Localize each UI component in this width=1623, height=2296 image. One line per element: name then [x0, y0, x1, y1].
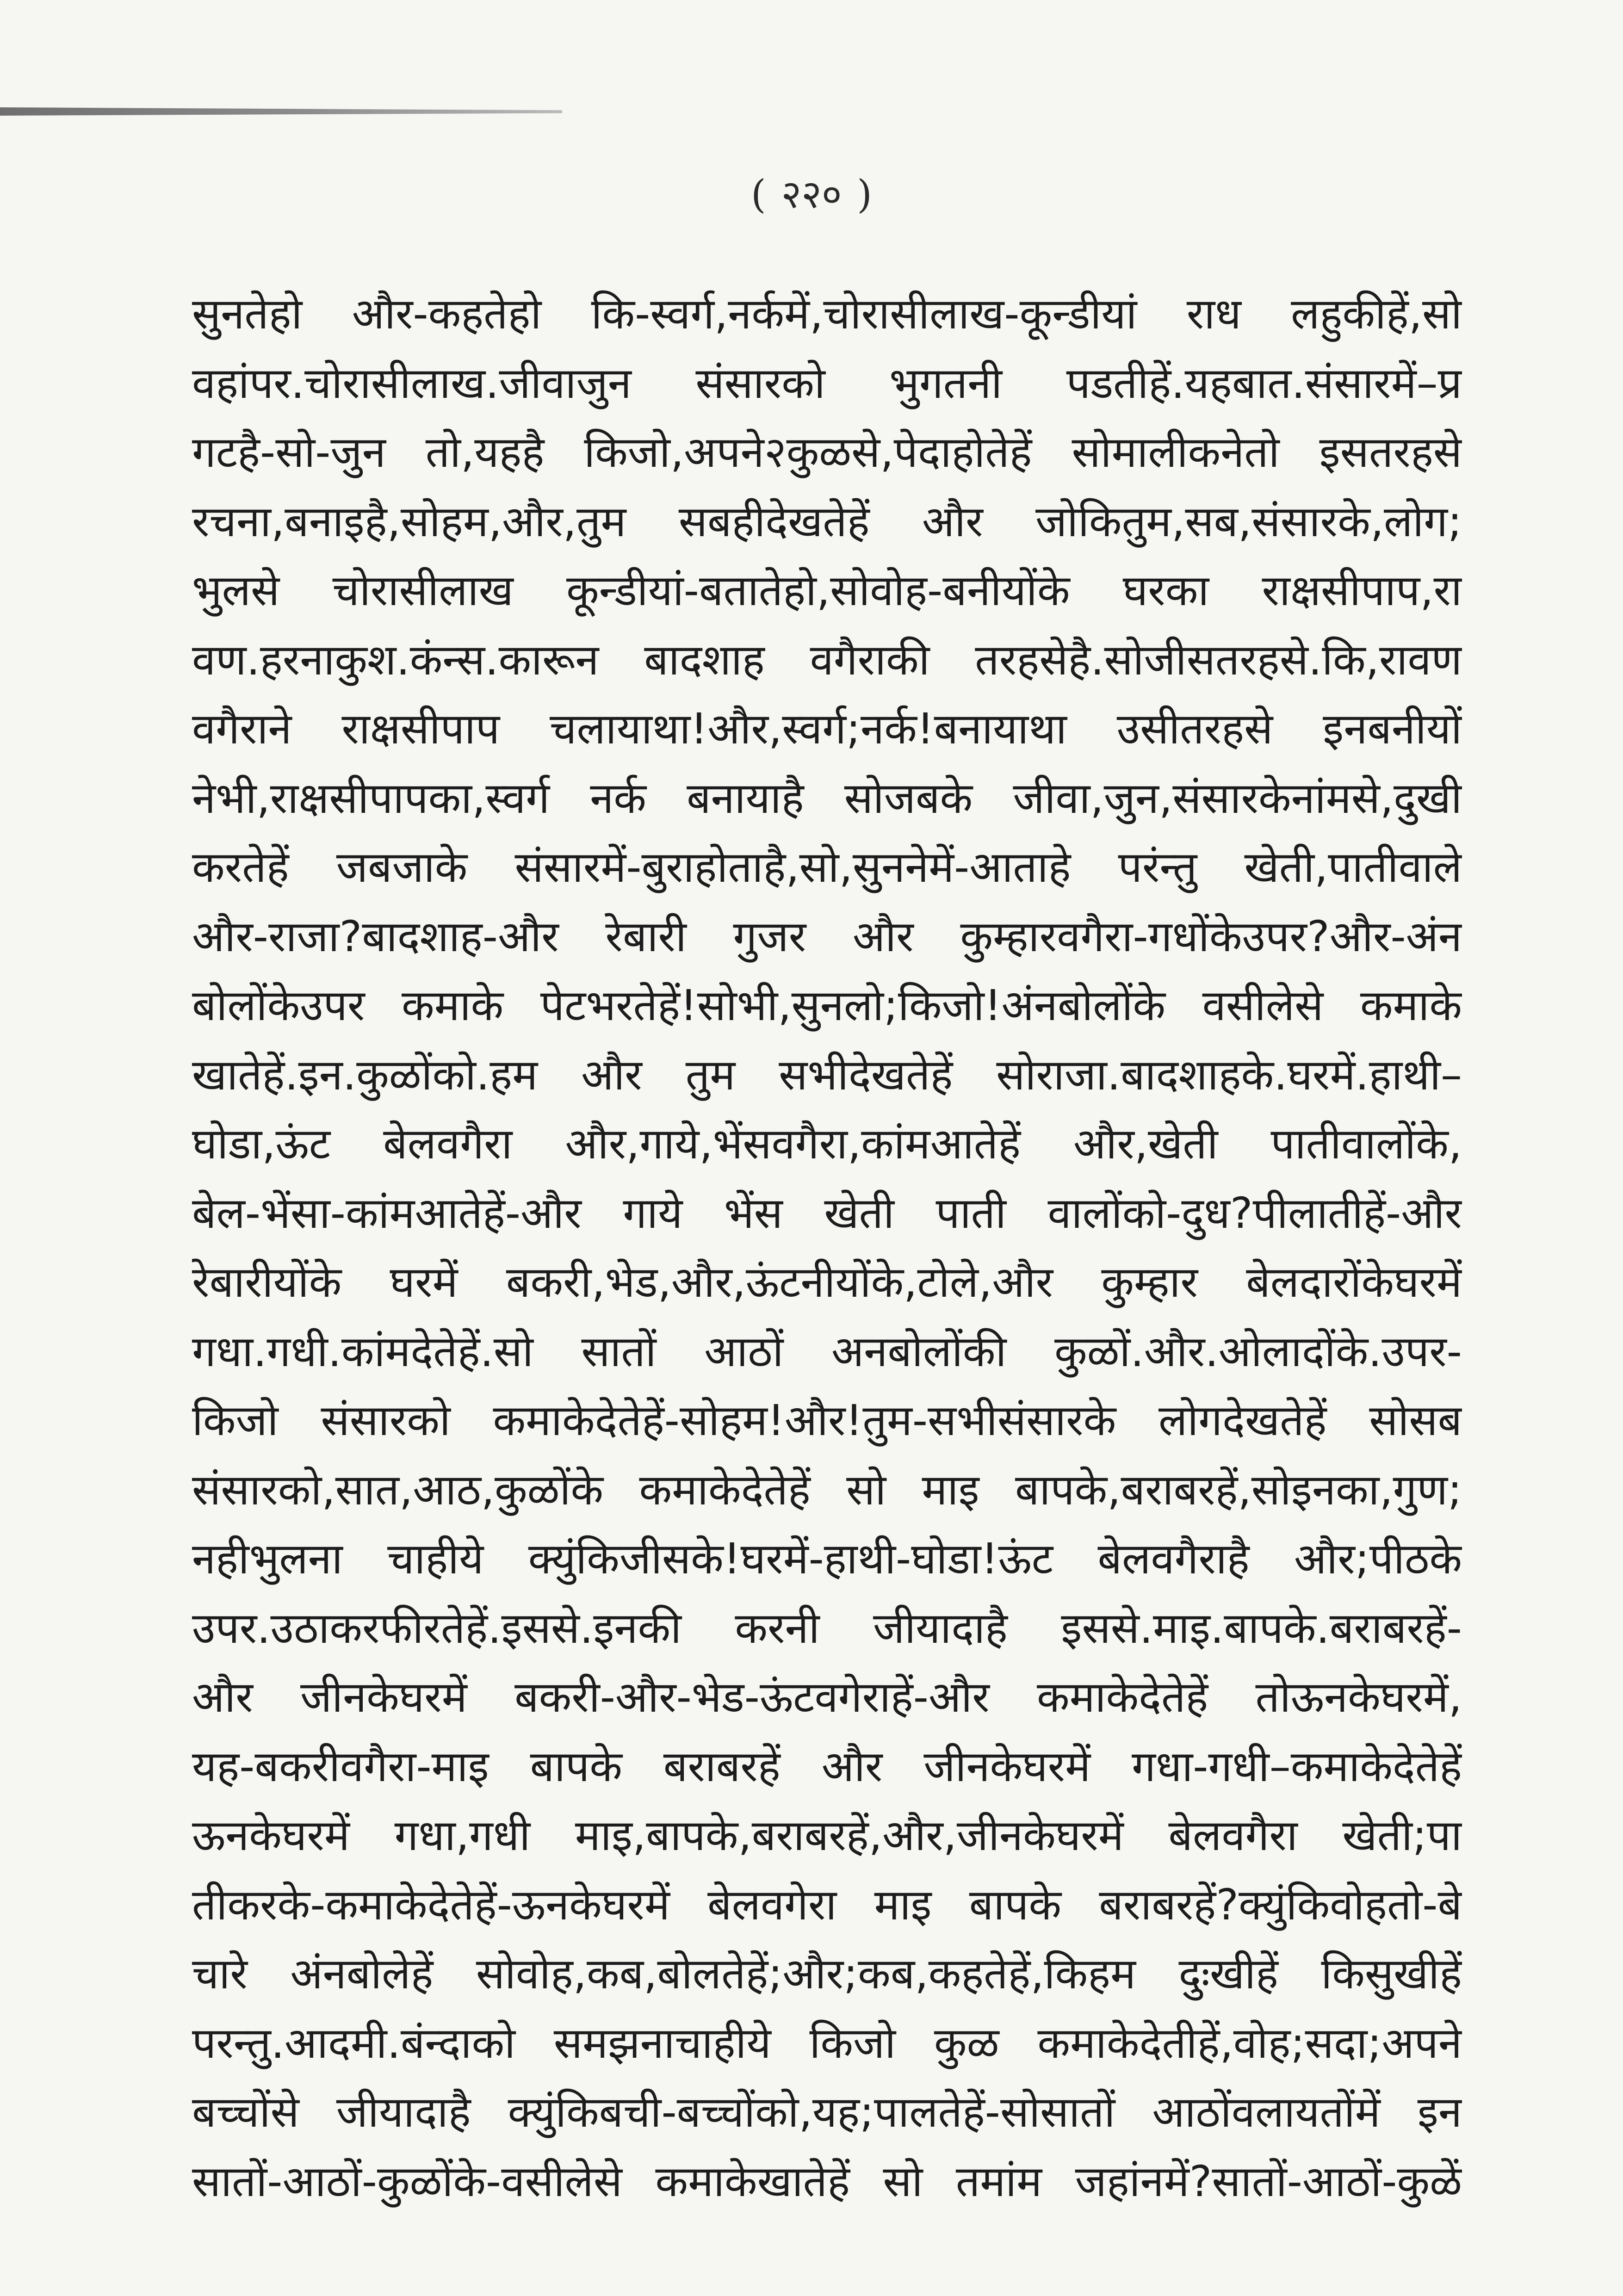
text-line: किजो संसारको कमाकेदेतेहें-सोहम!और!तुम-सभीसंसारके लोगदेखतेहें सोसब [192, 1396, 1462, 1445]
text-line: तीकरके-कमाकेदेतेहें-ऊनकेघरमें बेलवगेरा माइ बापके बराबरहें?क्युंकिवोहतो-बे [192, 1880, 1462, 1930]
page-number: ( २२० ) [751, 172, 872, 217]
text-line: ऊनकेघरमें गधा,गधी माइ,बापके,बराबरहें,और,जीनकेघरमें बेलवगैरा खेती;पा [192, 1811, 1462, 1860]
text-line: बच्चोंसे जीयादाहै क्युंकिबची-बच्चोंको,यह;पालतेहें-सोसातों आठोंवलायतोंमें इन [192, 2087, 1462, 2137]
text-line: नहीभुलना चाहीये क्युंकिजीसके!घरमें-हाथी-घोडा!ऊंट बेलवगैराहै और;पीठके [192, 1534, 1462, 1584]
text-line: सुनतेहो और-कहतेहो कि-स्वर्ग,नर्कमें,चोरासीलाख-कून्डीयां राध लहुकीहें,सो [192, 289, 1462, 339]
text-line: गटहै-सो-जुन तो,यहहै किजो,अपने२कुळसे,पेदाहोतेहें सोमालीकनेतो इसतरहसे [192, 427, 1462, 477]
text-line: बेल-भेंसा-कांमआतेहें-और गाये भेंस खेती पाती वालोंको-दुध?पीलातीहें-और [192, 1188, 1462, 1238]
text-line: उपर.उठाकरफीरतेहें.इससे.इनकी करनी जीयादाहै इससे.माइ.बापके.बराबरहें- [192, 1603, 1462, 1653]
text-line: घोडा,ऊंट बेलवगैरा और,गाये,भेंसवगैरा,कांमआतेहें और,खेती पातीवालोंके, [192, 1119, 1462, 1169]
text-line: खातेहें.इन.कुळोंको.हम और तुम सभीदेखतेहें सोराजा.बादशाहके.घरमें.हाथी– [192, 1050, 1462, 1100]
text-line: परन्तु.आदमी.बंन्दाको समझनाचाहीये किजो कुळ कमाकेदेतीहें,वोह;सदा;अपने [192, 2018, 1462, 2068]
text-line: संसारको,सात,आठ,कुळोंके कमाकेदेतेहें सो माइ बापके,बराबरहें,सोइनका,गुण; [192, 1465, 1462, 1515]
text-line: रचना,बनाइहै,सोहम,और,तुम सबहीदेखतेहें और जोकितुम,सब,संसारके,लोग; [192, 496, 1462, 546]
body-text [192, 279, 1462, 2216]
text-line: रेबारीयोंके घरमें बकरी,भेड,और,ऊंटनीयोंके,टोले,और कुम्हार बेलदारोंकेघरमें [192, 1257, 1462, 1307]
text-line: वहांपर.चोरासीलाख.जीवाजुन संसारको भुगतनी पडतीहें.यहबात.संसारमें–प्र [192, 358, 1462, 408]
text-line: करतेहें जबजाके संसारमें-बुराहोताहै,सो,सुननेमें-आताहे परंन्तु खेती,पातीवाले [192, 842, 1462, 892]
text-line: बोलोंकेउपर कमाके पेटभरतेहें!सोभी,सुनलो;किजो!अंनबोलोंके वसीलेसे कमाके [192, 981, 1462, 1030]
text-line: चारे अंनबोलेहें सोवोह,कब,बोलतेहें;और;कब,कहतेहें,किहम दुःखीहें किसुखीहें [192, 1949, 1462, 1999]
text-line: यह-बकरीवगैरा-माइ बापके बराबरहें और जीनकेघरमें गधा-गधी–कमाकेदेतेहें [192, 1741, 1462, 1791]
text-line: वगैराने राक्षसीपाप चलायाथा!और,स्वर्ग;नर्क!बनायाथा उसीतरहसे इनबनीयों [192, 704, 1462, 754]
top-rule [0, 107, 562, 116]
text-line: नेभी,राक्षसीपापका,स्वर्ग नर्क बनायाहै सोजबके जीवा,जुन,संसारकेनांमसे,दुखी [192, 773, 1462, 823]
text-line: और-राजा?बादशाह-और रेबारी गुजर और कुम्हारवगैरा-गधोंकेउपर?और-अंन [192, 911, 1462, 961]
text-line: गधा.गधी.कांमदेतेहें.सो सातों आठों अनबोलोंकी कुळों.और.ओलादोंके.उपर- [192, 1326, 1462, 1376]
text-line: सातों-आठों-कुळोंके-वसीलेसे कमाकेखातेहें सो तमांम जहांनमें?सातों-आठों-कुळें [192, 2156, 1462, 2206]
text-line: और जीनकेघरमें बकरी-और-भेड-ऊंटवगेराहें-और कमाकेदेतेहें तोऊनकेघरमें, [192, 1672, 1462, 1722]
text-line: वण.हरनाकुश.कंन्स.कारून बादशाह वगैराकी तरहसेहै.सोजीसतरहसे.कि,रावण [192, 635, 1462, 685]
text-line: भुलसे चोरासीलाख कून्डीयां-बतातेहो,सोवोह-बनीयोंके घरका राक्षसीपाप,रा [192, 566, 1462, 615]
